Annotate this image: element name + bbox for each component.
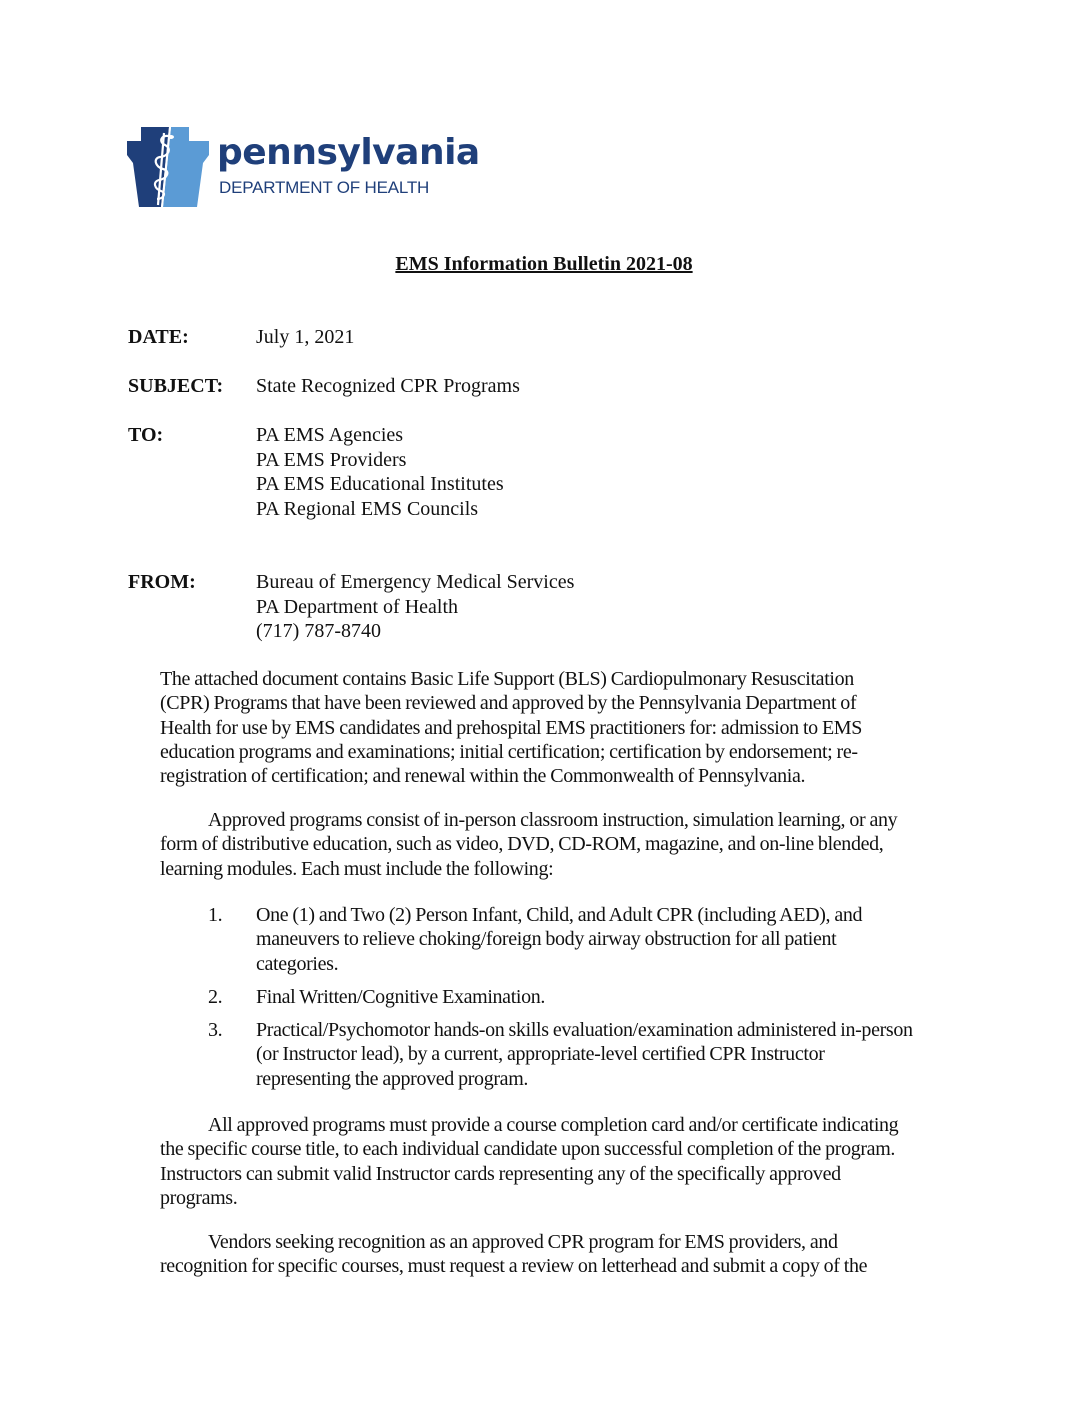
requirement-text [256,985,545,1009]
date-value: July 1, 2021 [256,326,355,348]
recipient: PA Regional EMS Councils [256,497,479,520]
text-line: The attached document contains Basic Life Support (BLS) Cardiopulmonary Resuscitation [160,668,854,690]
text-line: Final Written/Cognitive Examination. [256,986,546,1008]
from-label: FROM: [128,571,196,593]
logo-department-name: DEPARTMENT OF HEALTH [219,178,430,197]
subject-value: State Recognized CPR Programs [256,375,520,397]
text-line: registration of certification; and renewal within the Commonwealth of Pennsylvania. [160,765,806,788]
recipient: PA EMS Educational Institutes [256,473,504,495]
requirement-text [256,1018,913,1091]
text-line: representing the approved program. [256,1067,529,1090]
body-paragraph-approved-programs [160,808,960,881]
sender-phone: (717) 787-8740 [256,620,381,642]
text-line: categories. [256,952,339,975]
to-label: TO: [128,424,164,446]
text-line: Health for use by EMS candidates and prehospital EMS practitioners for: admission to EMS [160,716,863,739]
text-line: Vendors seeking recognition as an approved CPR program for EMS providers, and [208,1231,838,1253]
text-line: form of distributive education, such as video, DVD, CD-ROM, magazine, and on-line blended, [160,833,884,856]
text-line: recognition for specific courses, must request a review on letterhead and submit a copy of the [160,1255,868,1278]
sender-department: PA Department of Health [256,595,459,618]
body-paragraph-intro [160,667,960,788]
requirement-number: 1. [208,904,223,926]
text-line: Practical/Psychomotor hands-on skills evaluation/examination administered in-person [256,1019,913,1041]
recipient: PA EMS Agencies [256,424,404,446]
text-line: maneuvers to relieve choking/foreign body airway obstruction for all patient [256,928,837,951]
text-line: learning modules. Each must include the following: [160,857,554,880]
pa-department-of-health-logo [127,127,480,207]
requirement-number: 3. [208,1019,223,1041]
text-line: the specific course title, to each individual candidate upon successful completion of the program. [160,1138,896,1161]
text-line: education programs and examinations; initial certification; certification by endorsement; re- [160,740,858,763]
bulletin-title: EMS Information Bulletin 2021-08 [395,253,693,275]
requirement-number: 2. [208,986,223,1008]
logo-wordmark: pennsylvania [217,132,480,173]
recipient: PA EMS Providers [256,448,407,471]
body-paragraph-completion-card [160,1113,960,1210]
text-line: Approved programs consist of in-person classroom instruction, simulation learning, or any [208,809,898,831]
text-line: Instructors can submit valid Instructor cards representing any of the specifically approved [160,1162,841,1185]
text-line: All approved programs must provide a course completion card and/or certificate indicating [208,1114,899,1136]
requirement-text [256,903,862,976]
pennsylvania-keystone-caduceus-icon [127,127,209,207]
text-line: One (1) and Two (2) Person Infant, Child, and Adult CPR (including AED), and [256,904,863,926]
date-label: DATE: [128,326,189,348]
text-line: programs. [160,1186,238,1209]
subject-label: SUBJECT: [128,375,224,397]
text-line: (or Instructor lead), by a current, appropriate-level certified CPR Instructor [256,1043,825,1066]
to-recipients [256,423,504,521]
body-paragraph-vendors [160,1230,960,1279]
sender-bureau: Bureau of Emergency Medical Services [256,571,575,593]
from-sender [256,570,574,644]
text-line: (CPR) Programs that have been reviewed and approved by the Pennsylvania Department of [160,692,857,715]
